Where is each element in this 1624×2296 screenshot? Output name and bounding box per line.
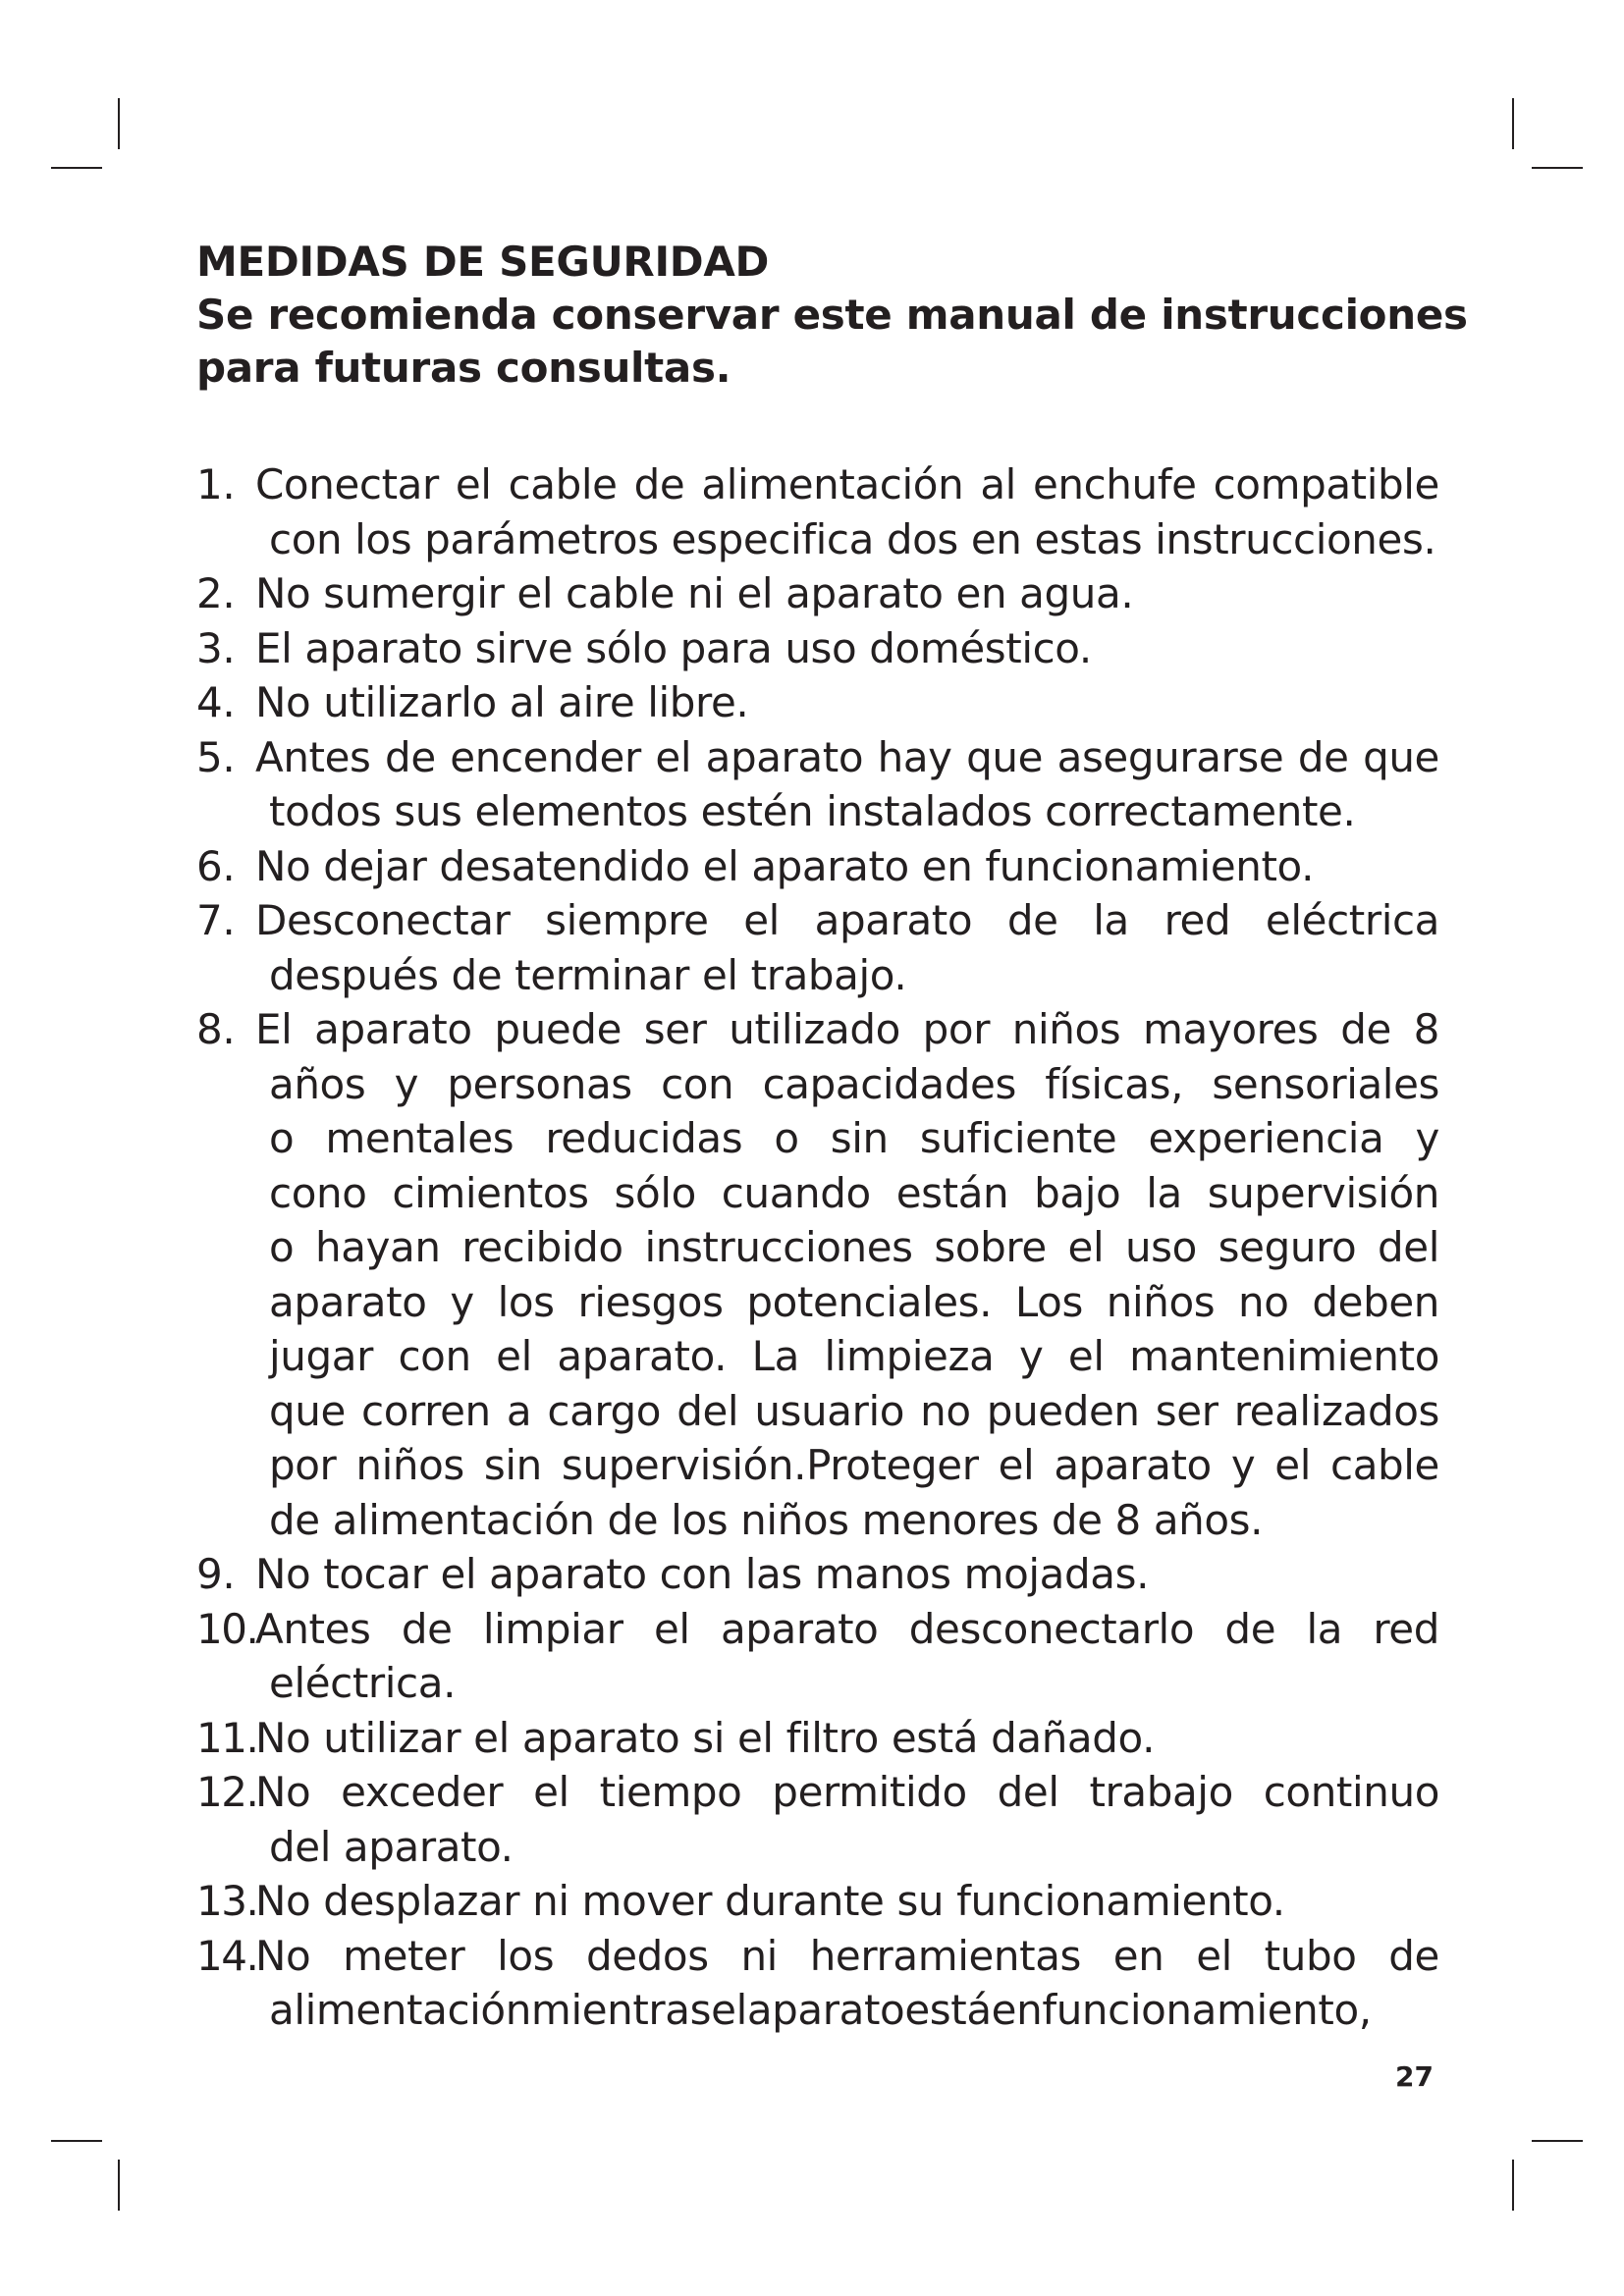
list-item-text: [255, 893, 1439, 1002]
crop-mark-bottom-left-horizontal: [51, 2140, 102, 2142]
list-item-text: [255, 566, 1439, 621]
subtitle-line-1: Se recomienda conservar este manual de instrucciones: [196, 291, 1468, 339]
list-item-text: [255, 621, 1439, 676]
safety-instructions-list: [196, 457, 1439, 2038]
list-item-text: [255, 1002, 1439, 1547]
crop-mark-top-left-vertical: [118, 98, 120, 149]
list-item-text: [255, 1547, 1439, 1602]
list-item: [196, 1002, 1439, 1547]
list-item-text: [255, 1765, 1439, 1874]
list-item-line: con los parámetros especifica dos en estas instrucciones.: [269, 514, 1436, 563]
list-item-number: 11.: [196, 1713, 258, 1762]
list-item-number: 14.: [196, 1931, 258, 1980]
list-item-line: cono cimientos sólo cuando están bajo la supervisión: [269, 1168, 1439, 1217]
list-item-line: El aparato sirve sólo para uso doméstico.: [255, 623, 1092, 672]
list-item-line: No utilizarlo al aire libre.: [255, 678, 749, 726]
list-item-number: 6.: [196, 841, 236, 890]
list-item-line: eléctrica.: [269, 1659, 457, 1707]
list-item-line: No desplazar ni mover durante su funcionamiento.: [255, 1877, 1285, 1925]
list-item-number: 5.: [196, 732, 236, 781]
list-item-line: No dejar desatendido el aparato en funcionamiento.: [255, 841, 1315, 890]
list-item-line: Desconectar siempre el aparato de la red eléctrica: [255, 896, 1439, 944]
page-number: 27: [1395, 2060, 1434, 2093]
crop-mark-bottom-right-horizontal: [1532, 2140, 1583, 2142]
subtitle-line-2: para futuras consultas.: [196, 344, 731, 392]
list-item-text: [255, 839, 1439, 894]
list-item-text: [255, 730, 1439, 839]
list-item-number: 10.: [196, 1604, 258, 1653]
list-item-line: después de terminar el trabajo.: [269, 950, 907, 999]
list-item-line: No sumergir el cable ni el aparato en agua.: [255, 569, 1134, 617]
list-item-text: [255, 675, 1439, 730]
list-item: [196, 566, 1439, 621]
list-item: [196, 1602, 1439, 1711]
crop-mark-bottom-right-vertical: [1512, 2160, 1514, 2211]
list-item-line: por niños sin supervisión.Proteger el aparato y el cable: [269, 1441, 1439, 1489]
list-item-number: 7.: [196, 896, 236, 944]
list-item: [196, 621, 1439, 676]
list-item-line: jugar con el aparato. La limpieza y el mantenimiento: [269, 1332, 1439, 1380]
list-item-line: No exceder el tiempo permitido del trabajo continuo: [255, 1768, 1439, 1816]
list-item-text: [255, 1874, 1439, 1929]
list-item: [196, 457, 1439, 566]
list-item: [196, 730, 1439, 839]
list-item: [196, 1929, 1439, 2038]
list-item: [196, 893, 1439, 1002]
crop-mark-bottom-left-vertical: [118, 2160, 120, 2211]
list-item-line: No meter los dedos ni herramientas en el tubo de: [255, 1931, 1439, 1980]
list-item: [196, 1711, 1439, 1766]
page-title: MEDIDAS DE SEGURIDAD: [196, 238, 770, 286]
list-item-line: No utilizar el aparato si el filtro está dañado.: [255, 1713, 1156, 1762]
list-item-line: de alimentación de los niños menores de 8 años.: [269, 1495, 1264, 1544]
list-item-line: años y personas con capacidades físicas, sensoriales: [269, 1059, 1439, 1108]
list-item: [196, 1547, 1439, 1602]
list-item: [196, 1874, 1439, 1929]
list-item: [196, 675, 1439, 730]
list-item-number: 3.: [196, 623, 236, 672]
list-item-number: 4.: [196, 678, 236, 726]
list-item-line: No tocar el aparato con las manos mojadas.: [255, 1550, 1150, 1598]
list-item-number: 1.: [196, 460, 236, 508]
list-item-text: [255, 1711, 1439, 1766]
list-item: [196, 1765, 1439, 1874]
list-item-number: 9.: [196, 1550, 236, 1598]
list-item-line: todos sus elementos estén instalados correctamente.: [269, 787, 1356, 835]
list-item-line: o mentales reducidas o sin suficiente experiencia y: [269, 1114, 1439, 1162]
list-item-text: [255, 1929, 1439, 2038]
list-item-line: El aparato puede ser utilizado por niños mayores de 8: [255, 1005, 1439, 1053]
list-item-line: Conectar el cable de alimentación al enchufe compatible: [255, 460, 1439, 508]
list-item-text: [255, 457, 1439, 566]
list-item-line: Antes de limpiar el aparato desconectarlo de la red: [255, 1604, 1439, 1653]
list-item-number: 8.: [196, 1005, 236, 1053]
crop-mark-top-right-horizontal: [1532, 167, 1583, 169]
list-item-text: [255, 1602, 1439, 1711]
list-item: [196, 839, 1439, 894]
list-item-line: aparato y los riesgos potenciales. Los niños no deben: [269, 1277, 1439, 1326]
list-item-number: 12.: [196, 1768, 258, 1816]
list-item-number: 13.: [196, 1877, 258, 1925]
list-item-line: alimentaciónmientraselaparatoestáenfuncionamiento,: [269, 1986, 1372, 2034]
list-item-number: 2.: [196, 569, 236, 617]
list-item-line: Antes de encender el aparato hay que asegurarse de que: [255, 732, 1439, 781]
crop-mark-top-left-horizontal: [51, 167, 102, 169]
list-item-line: que corren a cargo del usuario no pueden ser realizados: [269, 1386, 1439, 1435]
list-item-line: del aparato.: [269, 1822, 514, 1871]
crop-mark-top-right-vertical: [1512, 98, 1514, 149]
list-item-line: o hayan recibido instrucciones sobre el uso seguro del: [269, 1223, 1439, 1271]
